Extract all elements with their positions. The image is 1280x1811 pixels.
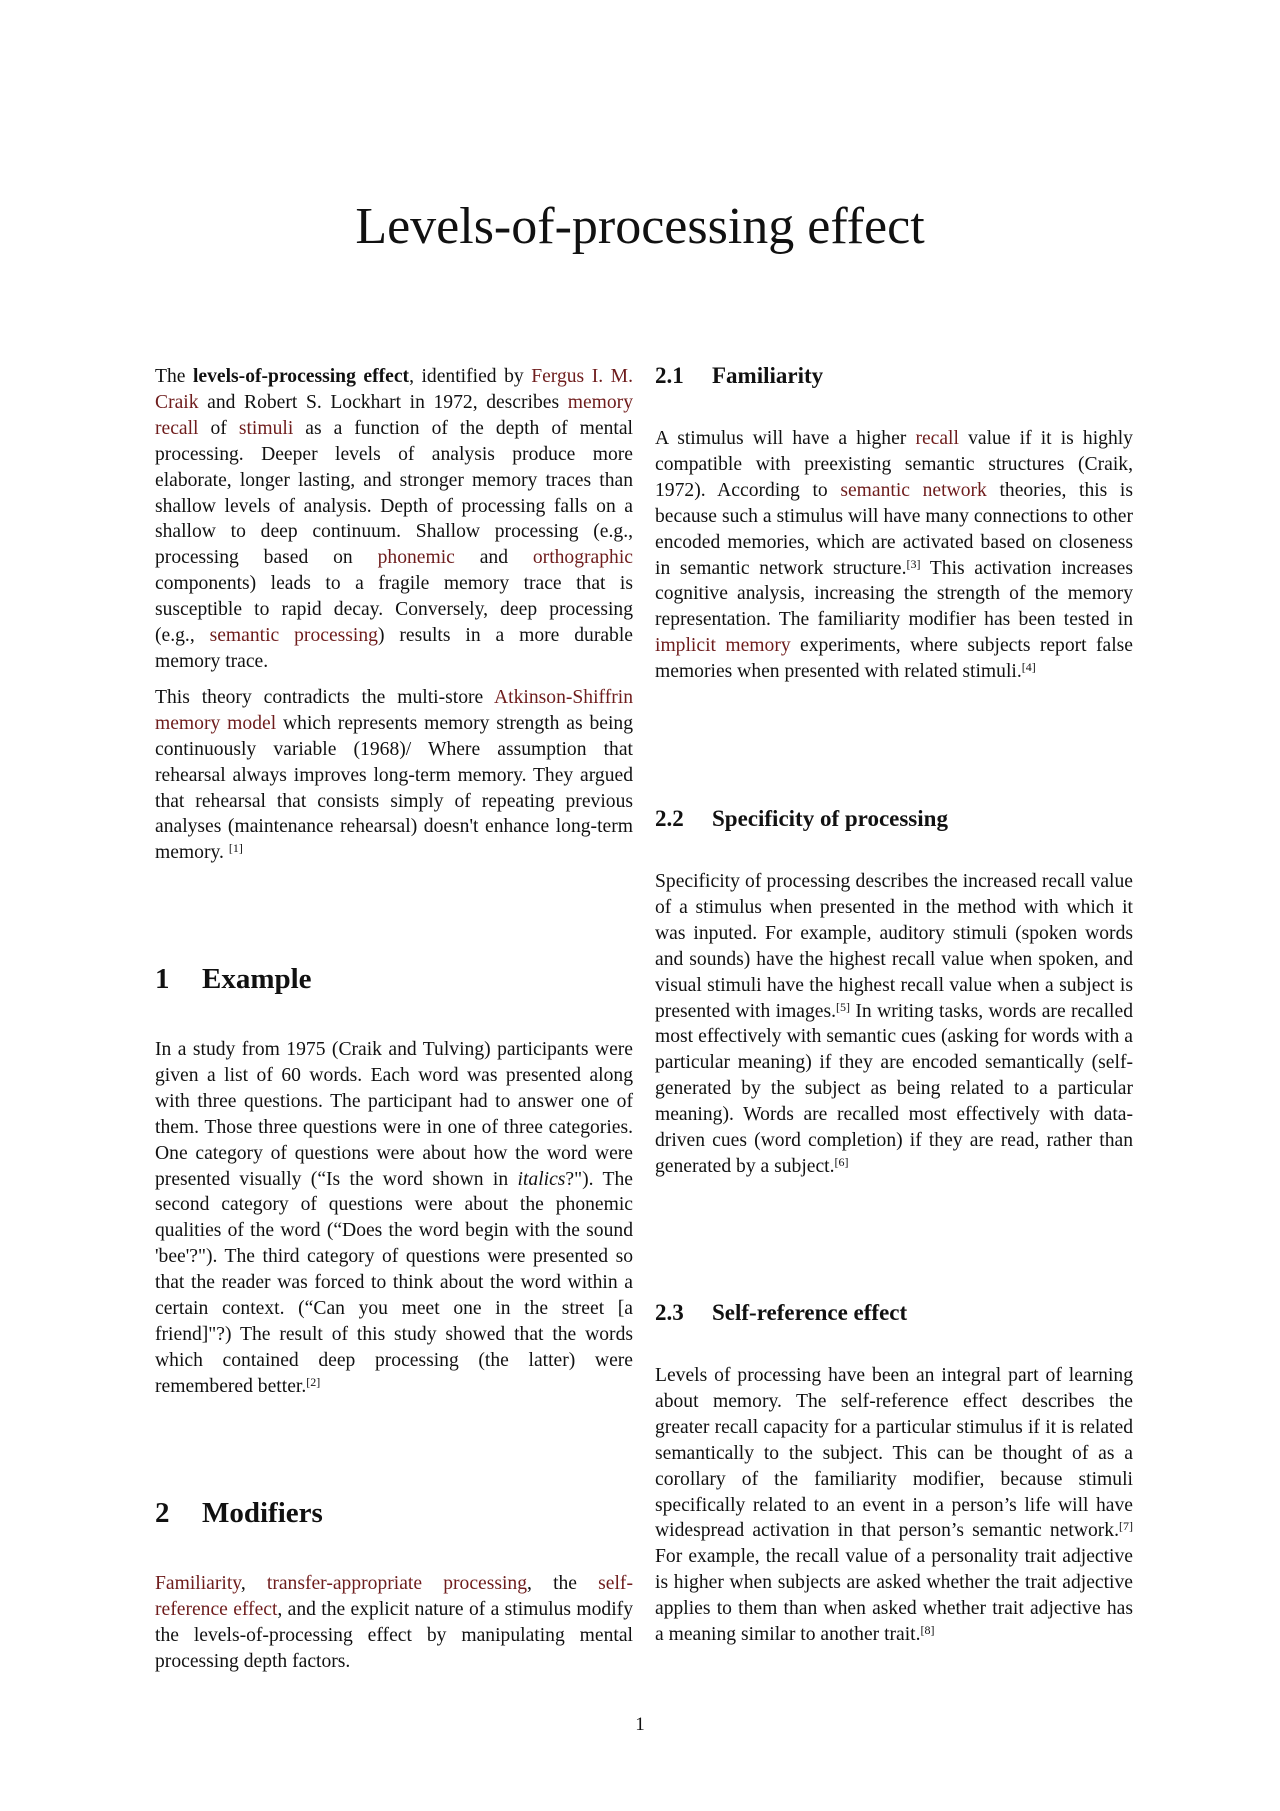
wiki-link[interactable]: implicit memory — [655, 635, 791, 657]
wiki-link[interactable]: self-reference effect — [155, 1573, 633, 1620]
text: which represents memory strength as being continuously variable (1968)/ Where assumption that rehearsal always improves long-term memory. They argued that rehearsal that consists simply of repeating previous analyses (maintenance rehearsal) doesn't enhance long-term memory. — [155, 712, 633, 864]
paragraph — [155, 685, 633, 866]
wiki-link[interactable]: semantic network — [840, 479, 987, 501]
text: A stimulus will have a higher — [655, 428, 916, 449]
citation-link[interactable]: [2] — [306, 1374, 321, 1389]
citation-link[interactable]: [8] — [920, 1623, 935, 1638]
text: and — [454, 547, 533, 569]
text: , the — [527, 1573, 599, 1594]
section-title: Example — [202, 963, 312, 995]
text: In a study from 1975 (Craik and Tulving) participants were given a list of 60 words. Each word was presented along with three questions. The participant had to answer one of them. Those three questions were in one of three categories. One category of questions were about how the word were presented visually (“Is the word shown in — [155, 1039, 633, 1190]
text: ) results in a more durable memory trace. — [155, 625, 633, 672]
text: of — [198, 417, 239, 439]
section-number: 2 — [155, 1497, 170, 1529]
wiki-link[interactable]: transfer-appropriate processing — [266, 1573, 528, 1594]
example-body — [155, 1037, 633, 1410]
text: This theory contradicts the multi-store — [155, 686, 495, 708]
citation-link[interactable]: [1] — [228, 841, 243, 856]
text: ?"). The second category of questions were about the phonemic qualities of the word (“Does the word begin with the sound 'bee'?"). The third category of questions were presented so that the reader was forced to think about the word within a certain context. (“Can you meet one in the street [a friend]"?) The result of this study showed that the words which contained deep processing (the latter) were remembered better. — [155, 1168, 633, 1397]
page-number: 1 — [635, 1714, 645, 1735]
text: and Robert S. Lockhart in 1972, describes — [198, 391, 568, 413]
subsection-heading-familiarity — [655, 362, 823, 390]
citation-link[interactable]: [6] — [834, 1154, 849, 1169]
subsection-number: 2.3 — [655, 1300, 684, 1325]
wiki-link[interactable]: orthographic — [532, 547, 633, 569]
paragraph — [655, 1363, 1133, 1648]
text: The — [155, 366, 193, 387]
text: as a function of the depth of mental processing. Deeper levels of analysis produce more elaborate, longer lasting, and stronger memory traces than shallow levels of analysis. Depth of processing falls on a shallow to deep continuum. Shallow processing (e.g., processing based on — [155, 417, 633, 569]
self-reference-body — [655, 1363, 1133, 1658]
paragraph — [655, 869, 1133, 1180]
text: This activation increases cognitive analysis, increasing the strength of the memory representation. The familiarity modifier has been tested in — [655, 557, 1133, 631]
subsection-heading-specificity — [655, 805, 948, 833]
paragraph — [155, 364, 633, 675]
wiki-link[interactable]: stimuli — [238, 417, 294, 439]
paragraph — [155, 1571, 633, 1675]
intro — [155, 364, 633, 876]
text: In writing tasks, words are recalled most effectively with semantic cues (asking for words with a particular meaning) if they are encoded semantically (self-generated by the subject as being related to a particular meaning). Words are recalled most effectively with data-driven cues (word completion) if they are read, rather than generated by a subject. — [655, 1000, 1133, 1177]
wiki-link[interactable]: Fergus I. M. Craik — [155, 366, 633, 413]
familiarity-body — [655, 426, 1133, 695]
text: , — [240, 1573, 267, 1594]
italic-text: italics — [517, 1168, 566, 1190]
paragraph — [155, 1037, 633, 1400]
text: Levels of processing have been an integral part of learning about memory. The self-reference effect describes the greater recall capacity for a particular stimulus if it is related semantically to the subject. This can be thought of as a corollary of the familiarity modifier, because stimuli specifically related to an event in a person’s life will have widespread activation in that person’s semantic network. — [655, 1365, 1133, 1542]
wiki-link[interactable]: memory recall — [155, 391, 633, 439]
wiki-link[interactable]: recall — [915, 428, 959, 449]
wiki-link[interactable]: phonemic — [377, 547, 455, 569]
text: components) leads to a fragile memory trace that is susceptible to rapid decay. Conversely, deep processing (e.g., — [155, 573, 633, 647]
modifiers-body — [155, 1571, 633, 1685]
citation-link[interactable]: [4] — [1021, 660, 1036, 675]
section-title: Modifiers — [202, 1497, 323, 1529]
text: Specificity of processing describes the increased recall value of a stimulus when presented in the method with which it was inputed. For example, auditory stimuli (spoken words and sounds) have the highest recall value when spoken, and visual stimuli have the highest recall value when a subject is presented with images. — [655, 871, 1133, 1022]
paragraph — [655, 426, 1133, 685]
subsection-title: Specificity of processing — [712, 806, 948, 831]
text: theories, this is because such a stimulus will have many connections to other encoded memories, which are activated based on closeness in semantic network structure. — [655, 479, 1134, 579]
section-number: 1 — [155, 963, 170, 995]
subsection-number: 2.2 — [655, 806, 684, 831]
page-title: Levels-of-processing effect — [355, 198, 925, 255]
section-heading-modifiers — [155, 1496, 323, 1530]
subsection-number: 2.1 — [655, 363, 684, 388]
wiki-link[interactable]: Familiarity — [155, 1573, 241, 1594]
section-heading-example — [155, 962, 312, 996]
wiki-link[interactable]: semantic processing — [209, 625, 378, 647]
citation-link[interactable]: [5] — [836, 999, 851, 1014]
text: value if it is highly compatible with preexisting semantic structures (Craik, 1972). According to — [655, 428, 1133, 501]
citation-link[interactable]: [3] — [906, 556, 921, 571]
wiki-link[interactable]: Atkinson-Shiffrin memory model — [155, 686, 633, 734]
citation-link[interactable]: [7] — [1119, 1519, 1133, 1534]
text: experiments, where subjects report false memories when presented with related stimuli. — [655, 635, 1133, 683]
text: , identified by — [409, 366, 532, 387]
bold-term: levels-of-processing effect — [192, 366, 410, 387]
subsection-title: Familiarity — [712, 363, 824, 388]
subsection-heading-self-reference — [655, 1299, 907, 1327]
specificity-body — [655, 869, 1133, 1190]
text: , and the explicit nature of a stimulus modify the levels-of-processing effect by manipulating mental processing depth factors. — [155, 1598, 633, 1672]
subsection-title: Self-reference effect — [712, 1300, 908, 1325]
text: For example, the recall value of a personality trait adjective is higher when subjects are asked whether the trait adjective applies to them than when asked whether trait adjective has a meaning similar to another trait. — [655, 1546, 1133, 1646]
